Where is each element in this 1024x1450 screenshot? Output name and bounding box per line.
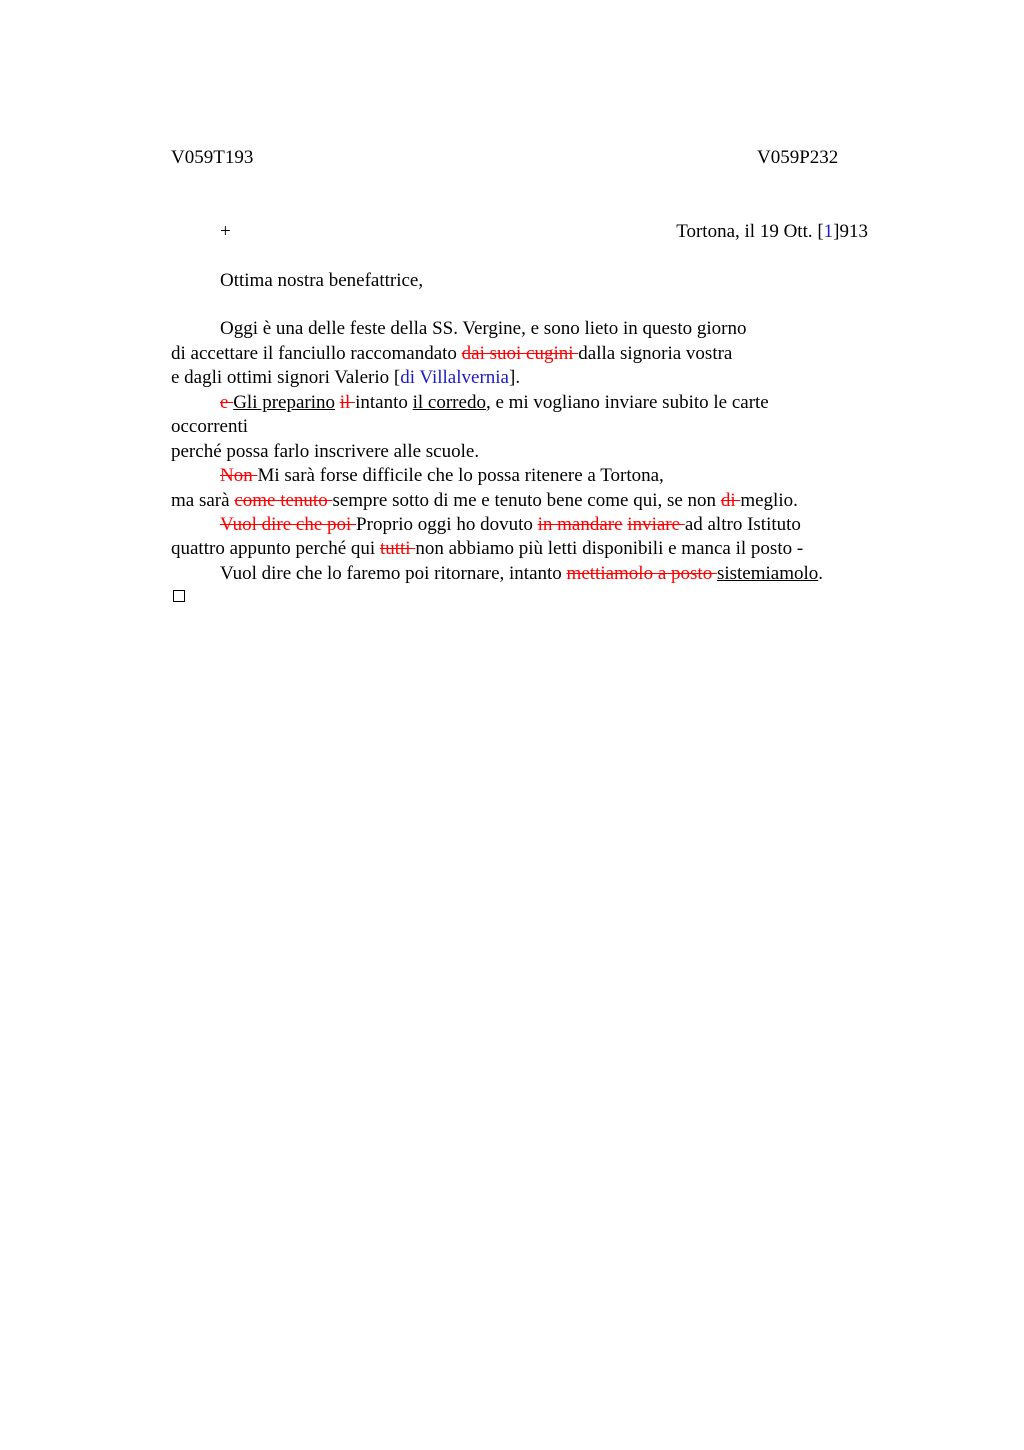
inserted-text: il corredo (412, 392, 486, 413)
text-run: Proprio oggi ho dovuto (356, 514, 538, 535)
text-run: di accettare il fanciullo raccomandato (171, 343, 462, 364)
text-run: quattro appunto perché qui (171, 538, 380, 559)
text-run: dalla signoria vostra (578, 343, 733, 364)
text-run: , e mi vogliano inviare subito le carte (485, 392, 769, 413)
salutation: Ottima nostra benefattrice, (220, 270, 424, 291)
text-run: Mi sarà forse difficile che lo possa ritenere a Tortona, (257, 465, 664, 486)
body-line-11 (220, 562, 823, 586)
text-run: sempre sotto di me e tenuto bene come qui, se non (332, 490, 721, 511)
body-line-2 (171, 342, 732, 366)
text-run: ma sarà (171, 490, 235, 511)
body-line-9 (220, 513, 801, 537)
text-run: ad altro Istituto (684, 514, 801, 535)
inserted-text: sistemiamolo (716, 563, 819, 584)
cross-symbol: + (220, 221, 231, 242)
deleted-text: Non (220, 465, 258, 486)
place-date-text: ]913 (833, 221, 868, 242)
deleted-text: come tenuto (234, 490, 333, 511)
text-run: Vuol dire che lo faremo poi ritornare, intanto (220, 563, 567, 584)
text-run: e dagli ottimi signori Valerio [ (171, 367, 401, 388)
body-line-1: Oggi è una delle feste della SS. Vergine, e sono lieto in questo giorno (220, 318, 747, 339)
deleted-text: tutti (379, 538, 416, 559)
text-run: non abbiamo più letti disponibili e manca il posto - (415, 538, 804, 559)
deleted-text: mettiamolo a posto (566, 563, 717, 584)
place-date (676, 220, 868, 244)
text-run: ]. (509, 367, 521, 388)
body-line-6: perché possa farlo inscrivere alle scuole. (171, 441, 480, 462)
deleted-text: Vuol dire che poi (220, 514, 357, 535)
deleted-text: inviare (627, 514, 685, 535)
body-line-5: occorrenti (171, 416, 249, 437)
place-date-text: Tortona, il 19 Ott. [ (676, 221, 824, 242)
editorial-insertion: 1 (823, 221, 834, 242)
deleted-text: di (720, 490, 741, 511)
body-line-4 (220, 391, 769, 415)
body-line-8 (171, 489, 798, 513)
deleted-text: in mandare (537, 514, 623, 535)
deleted-text: il (339, 392, 356, 413)
body-line-3 (171, 366, 520, 390)
end-of-letter-box-icon (173, 590, 185, 602)
body-line-7 (220, 464, 664, 488)
body-line-10 (171, 537, 803, 561)
document-code-left: V059T193 (171, 147, 254, 168)
deleted-text: e (220, 392, 234, 413)
text-run: intanto (355, 392, 413, 413)
text-run: . (818, 563, 824, 584)
inserted-text: Gli preparino (233, 392, 336, 413)
deleted-text: dai suoi cugini (461, 343, 579, 364)
document-code-right: V059P232 (757, 147, 839, 168)
text-run: meglio. (740, 490, 798, 511)
editorial-insertion: di Villalvernia (400, 367, 509, 388)
